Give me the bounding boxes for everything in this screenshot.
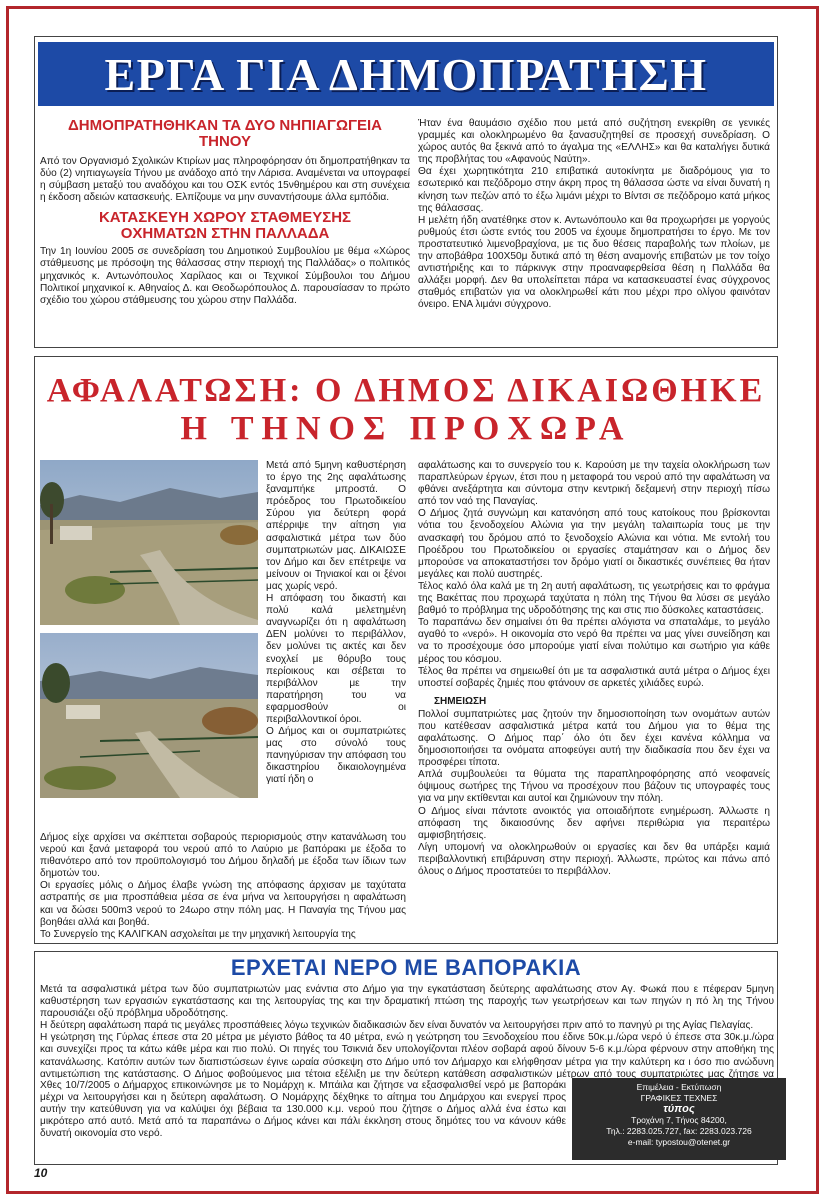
desalination-left-bottom-text: Δήμος είχε αρχίσει να σκέπτεται σοβαρούς περιορισμούς στην κατανάλωση του νερού και ξανά μεταφορά του νερού από το Λαύριο με βαπόρακι με έξοδα το πιθανότερο από τον προϋπολογισμό του Δήμου δηλαδή με έξοδα των ίδιων των δημοτών του. Οι εργασίες μόλις ο Δήμος έλαβε γνώση της απόφασης άρχισαν με ταχύτατα αστραπής σε μια προσπάθεια μέσα σε ένα μήνα να λειτουργήσει η αφαλάτωση και να δώσει 500m3 νερού το 24ωρο στην πόλη μας. Η Παναγία της Τήνου μας βοηθάει αλλά και βοηθά. Το Συνεργείο της ΚΑΛΙΓΚΑΝ ασχολείται με την μηχανική λειτουργία της bbox=[40, 832, 406, 940]
page-number: 10 bbox=[34, 1166, 48, 1180]
desalination-title-line2: Η ΤΗΝΟΣ ΠΡΟΧΩΡΑ bbox=[180, 410, 632, 447]
headline-parking: ΚΑΤΑΣΚΕΥΗ ΧΩΡΟΥ ΣΤΑΘΜΕΥΣΗΣ ΟΧΗΜΑΤΩΝ ΣΤΗΝ ΠΑΛΛΑΔΑ bbox=[98, 209, 352, 243]
credits-line2: ΓΡΑΦΙΚΕΣ ΤΕΧΝΕΣ bbox=[640, 1093, 718, 1103]
credits-email: e-mail: typostou@otenet.gr bbox=[627, 1137, 731, 1147]
water-narrow-text: Χθες 10/7/2005 ο Δήμαρχος επικοινώνησε με το Νομάρχη κ. Μπάιλα και ζήτησε να εξασφαλισθεί νερό με βαποράκι μέχρι να λειτουργήσει και η δεύτερη αφαλάτωση. Ο Νομάρχης δέχθηκε το αίτημα του Δημάρχου και ενεργεί προς αυτήν την κατεύθυνση για να καλύψει όχι βέβαια τα 130.000 κ.μ. νερού που ζήτησε ο Δήμος αλλά ένα έστω και μικρότερο από αυτό. Μετά από τα παραπάνω ο Δήμος κάνει και πάλι έκκληση στους δημότες του να κάνουν κάθε δυνατή οικονομία στο νερό. bbox=[40, 1080, 566, 1140]
water-narrow-text-block bbox=[40, 1080, 566, 1162]
printer-logo: τύπος bbox=[663, 1103, 695, 1115]
credits-address: Τροχάνη 7, Τήνος 84200, bbox=[631, 1115, 727, 1125]
credits-line1: Επιμέλεια - Εκτύπωση bbox=[636, 1082, 722, 1092]
water-wide-text-block bbox=[40, 984, 774, 1078]
parking-body: Την 1η Ιουνίου 2005 σε συνεδρίαση του Δημοτικού Συμβουλίου με θέμα «Χώρος στάθμευσης με πρόσοψη της θάλασσας στην περιοχή της Παλλάδας» ο πολιτικός μηχανικός κ. Αντωνόπουλος Χαρίλαος και οι Τεχνικοί Σύμβουλοι του Δήμου Πολιτικοί μηχανικοί κ. Αθηναίος Δ. και Θεοδωρόπουλος Δ. παρουσίασαν το πρώτο σχέδιο του χώρου στάθμευσης του χώρου στην Παλλάδα. bbox=[40, 246, 410, 306]
kindergartens-body: Από τον Οργανισμό Σχολικών Κτιρίων μας πληροφόρησαν ότι δημοπρατήθηκαν τα δύο (2) νηπιαγωγεία Τήνου με ανάδοχο από την Λάρισα. Αναμένεται να υπογραφεί η σύμβαση μεταξύ του αναδόχου και του ΟΣΚ εντός 15νθημέρου και στη συνέχεια η έκδοση αδειών κατασκευής. Ελπίζουμε να μην συναντήσουμε άλλα εμπόδια. bbox=[40, 156, 410, 204]
note-heading: ΣΗΜΕΙΩΣΗ bbox=[434, 695, 487, 707]
water-wide-text: Μετά τα ασφαλιστικά μέτρα των δύο συμπατριωτών μας ενάντια στο Δήμο για την εγκατάσταση δεύτερης αφαλάτωσης στον Αγ. Φωκά που ε πέφεραν 5μηνη καθυστέρηση των εργασιών εγκατάστασης και της λειτουργίας της και την δραματική πτώση της παροχής των γεωτρήσεων και των πηγών η πό λη της Τήνου παρουσιάζει οξύ πρόβλημα υδροδότησης. Η δεύτερη αφαλάτωση παρά τις μεγάλες προσπάθειες λόγω τεχνικών διαδικασιών δεν είναι δυνατόν να λειτουργήσει πριν από το πανηγύ ρι της Αγίας Πελαγίας. Η γεώτρηση της Γύρλας έπεσε στα 20 μέτρα με μέγιστο βάθος τα 40 μέτρα, ενώ η γεώτρηση του Ξενοδοχείου που έδινε 50κ.μ./ώρα νερό ύ έπεσε στα 30κ.μ./ώρα και συνεχίζει προς τα κάτω κάθε μέρα και πιο πολύ. Οι πηγές του Τσικνιά δεν υπολογίζονται πλέον σοβαρά αφού δίνουν 5-6 κ.μ./ώρα φέρνουν στην αποθήκη της κατανάλωσης. Κατόπιν αυτών των διαπιστώσεων έγινε ωραία σύσκεψη στο Δήμο υπό τον Δήμαρχο και ελήφθησαν μέτρα για την καλύτερη κα ι όσο πιο ανώδυνη αντιμετώπιση της κατάστασης. Ο Δήμος φοβούμενος μια τέτοια εξέλιξη με την δεύτερη κατάθεση ασφαλιστικών μέτρων από τους συμπατριώτες μας ζήτησε να bbox=[40, 984, 774, 1078]
parking-body-continued: Ήταν ένα θαυμάσιο σχέδιο που μετά από συζήτηση ενεκρίθη σε γενικές γραμμές και ολοκληρωμένο θα ξανασυζητηθεί σε προσεχή συνεδρίαση. Ο χώρος αυτός θα ξεκινά από το άγαλμα της «ΕΛΛΗΣ» και θα καταλήγει δυτικά της προβλήτας του «Αφανούς Ναύτη». Θα έχει χωρητικότητα 210 επιβατικά αυτοκίνητα με διαδρόμους για το εσωτερικό και πεζόδρομο στην άκρη προς τη θάλασσα ώστε να είναι δυνατή η κίνηση των πεζών από το έξω λιμάνι μέχρι το Βίντσι σε πεζόδρομο κατά μήκος της θάλασσας. Η μελέτη ήδη ανατέθηκε στον κ. Αντωνόπουλο και θα προχωρήσει με γοργούς ρυθμούς έτσι ώστε εντός του 2005 να έχουμε δημοπρατήσει το έργο. Με τον προστατευτικό λιμενοβραχίονα, με τις δυο θέσεις παραβολής των πλοίων, με την αποβάθρα 100Χ50μ δυτικά από τη θέση αναμονής επιβατών με τον τοίχο αντιστήριξης και το πάρκινγκ στην προαναφερθείσα θέση η Παλλάδα θα αλλάξει μορφή. Δεν θα υπολείπεται πάρα να κατασκευαστεί ένας σύγχρονος σταθμός επιβατών για να ολοκληρωθεί κάτι που μέχρι προ ολίγου φαινόταν όνειρο. ΕΝΑ λιμάνι σύγχρονο. bbox=[418, 118, 770, 311]
desalination-narrow-column bbox=[266, 460, 406, 828]
headline-kindergartens: ΔΗΜΟΠΡΑΤΗΘΗΚΑΝ ΤΑ ΔΥΟ ΝΗΠΙΑΓΩΓΕΙΑ ΤΗΝΟΥ bbox=[68, 118, 382, 150]
top-left-column bbox=[40, 118, 410, 346]
credits-phone: Τηλ.: 2283.025.727, fax: 2283.023.726 bbox=[606, 1126, 752, 1136]
desalination-left-bottom bbox=[40, 832, 406, 940]
printer-credits bbox=[572, 1078, 786, 1160]
top-right-column bbox=[418, 118, 770, 346]
desalination-right-column bbox=[418, 460, 770, 940]
desalination-site-photo-2 bbox=[40, 633, 258, 798]
note-body: Πολλοί συμπατριώτες μας ζητούν την δημοσιοποίηση των ονομάτων αυτών που κατέθεσαν ασφαλιστικά μέτρα κατά του Δήμου για το θέμα της αφαλάτωσης. Ο Δήμος παρ΄ όλο ότι δεν έχει κανένα κόλλημα να δημοσιοποιήσει τα ονόματα αποφεύγει αυτή την διαδικασία που δεν έχει να προσφέρει τίποτα. Απλά συμβουλεύει τα θύματα της παραπληροφόρησης από νεοφανείς όψιμους σωτήρες της Τήνου να προσέχουν που βάζουν τις υπογραφές τους για να μην εκτίθενται και αυτοί και ζημιώνουν την πόλη. Ο Δήμος είναι πάντοτε ανοικτός για οποιαδήποτε ενημέρωση. Άλλωστε η απόφαση της δικαιοσύνης δεν αφήνει περιθώρια για περαιτέρω αμφισβητήσεις. Λίγη υπομονή να ολοκληρωθούν οι εργασίες και δεν θα υπάρξει καμιά περιβαλλοντική επιβάρυνση στην περιοχή. Άλλωστε, πρώτος και πάνω από όλους ο Δήμος προστατεύει το περιβάλλον. bbox=[418, 708, 770, 877]
desalination-narrow-text: Μετά από 5μηνη καθυστέρηση το έργο της 2ης αφαλάτωσης ξαναμπήκε μπροστά. Ο πρόεδρος του Πρωτοδικείου Σύρου για δεύτερη φορά απέρριψε την αίτηση για ασφαλιστικά μέτρα των δύο συμπατριωτών μας. ΔΙΚΑΙΩΣΕ τον Δήμο και δεν επέτρεψε να μείνουν οι Τηνιακοί και οι ξένοι μας χωρίς νερό. Η απόφαση του δικαστή και πολύ καλά μελετημένη αναγνωρίζει ότι η αφαλάτωση ΔΕΝ μολύνει το περιβάλλον, δεν μολύνει τις ακτές και δεν ενοχλεί με θόρυβο τους περίοικους και σέβεται το περιβάλλον με την παρατήρηση του να εφαρμοσθούν οι περιβαλλοντικοί όροι. Ο Δήμος και οι συμπατριώτες μας στο σύνολό τους πανηγύρισαν την απόφαση του δικαστηρίου δικαιολογημένα γιατί ήδη ο bbox=[266, 460, 406, 786]
water-title: ΕΡΧΕΤΑΙ ΝΕΡΟ ΜΕ ΒΑΠΟΡΑΚΙΑ bbox=[230, 955, 582, 980]
desalination-title-line1: ΑΦΑΛΑΤΩΣΗ: Ο ΔΗΜΟΣ ΔΙΚΑΙΩΘΗΚΕ bbox=[46, 372, 766, 409]
desalination-site-photo-1 bbox=[40, 460, 258, 625]
section-title: ΕΡΓΑ ΓΙΑ ΔΗΜΟΠΡΑΤΗΣΗ bbox=[104, 48, 708, 100]
section-banner bbox=[38, 42, 774, 106]
desalination-right-text: αφαλάτωσης και το συνεργείο του κ. Καρούση με την ταχεία ολοκλήρωση των παραπλεύρων έργων, έτσι που η μεταφορά του νερού από την αφαλάτωση να φθάνει ανεξάρτητα και σύντομα στην κεντρική δεξαμενή στην περιοχή πίσω από τον ναό της Παναγίας. Ο Δήμος ζητά συγνώμη και κατανόηση από τους κατοίκους που βρίσκονται νότια του ξενοδοχείου Αλώνια για την μεγάλη ταλαιπωρία τους με την ανασκαφή του δρόμου από το ξενοδοχείο Αλώνια και νότια. Με εντολή του Προέδρου του Πρωτοδικείου οι εργασίες σταμάτησαν και ο Δήμος δεν μπορούσε να αποκαταστήσει τον δρόμο γιατί οι δικαστικές συνέπειες θα ήταν μεγάλες και πολύ αυστηρές. Τέλος καλό όλα καλά με τη 2η αυτή αφαλάτωση, τις γεωτρήσεις και το φράγμα της Βακέττας που προχωρά ταχύτατα η πόλη της Τήνου θα λύσει σε μεγάλο βαθμό το πρόβλημα της υδροδότησης της και στις πιο δύσκολες καταστάσεις. Το παραπάνω δεν σημαίνει ότι θα πρέπει αλόγιστα να σπαταλάμε, το μεγάλο αγαθό το «νερό». Η οικονομία στο νερό θα πρέπει να μας γίνει συνείδηση και να το προσέχουμε όσο μπορούμε γιατί είναι πολύτιμο και σωτήριο για κάθε μέρος του κόσμου. Τέλος θα πρέπει να σημειωθεί ότι με τα ασφαλιστικά αυτά μέτρα ο Δήμος έχει υποστεί σοβαρές ζημιές που φτάνουν σε αρκετές χιλιάδες ευρώ. bbox=[418, 460, 770, 689]
